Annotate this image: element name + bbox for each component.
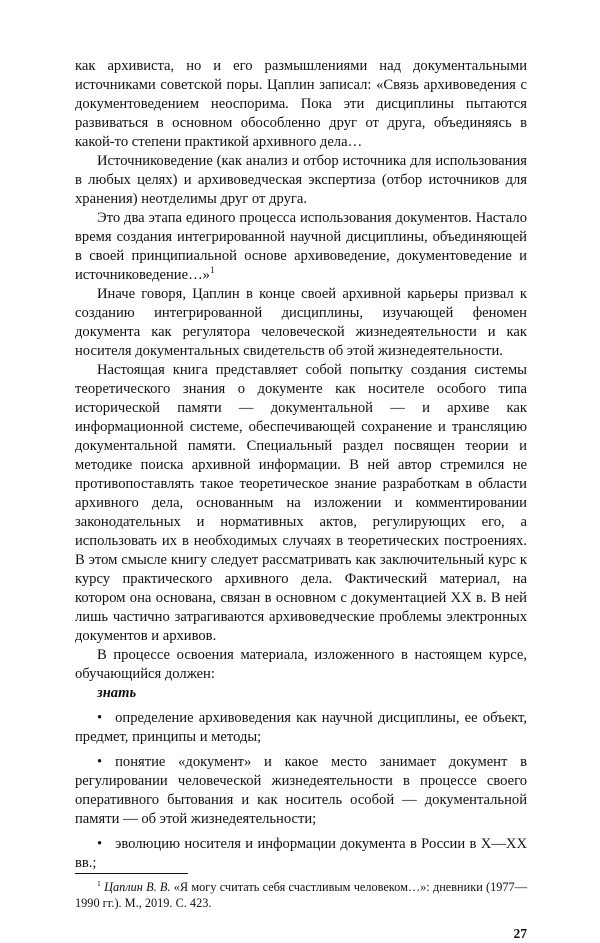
footnote-marker: 1 [97, 878, 101, 888]
page-footer [75, 873, 527, 943]
list-item [75, 835, 527, 873]
paragraph: Источниковедение (как анализ и отбор источника для использования в любых целях) и архивоведческая экспертиза (отбор источников для хранения) неотделимы друг от друга. [75, 153, 527, 207]
know-heading [75, 684, 527, 703]
list-item-text: определение архивоведения как научной дисциплины, ее объект, предмет, принципы и методы; [75, 710, 527, 745]
page-number-row [75, 925, 527, 943]
paragraph-text: Это два этапа единого процесса использования документов. Настало время создания интегрированной научной дисциплины, объединяющей в своей принципиальной основе архивоведение, документоведение и источниковедение…» [75, 210, 527, 283]
list-item-text: понятие «документ» и какое место занимает документ в регулировании человеческой жизнедеятельности в процессе своего оперативного бытования и как носитель особой — документальной памяти — об этой жизнедеятельности; [75, 754, 527, 827]
page-body-text [75, 57, 527, 873]
footnote [75, 879, 527, 911]
footnote-divider [75, 873, 188, 874]
footnote-author: Цаплин В. В. [104, 880, 171, 894]
list-item [75, 753, 527, 829]
paragraph: Настоящая книга представляет собой попытку создания системы теоретического знания о документе как носителе особого типа исторической памяти — документальной — и архиве как информационной системе, обеспечивающей сохранение и трансляцию документальной памяти. Специальный раздел посвящен теории и методике поиска архивной информации. В ней автор стремился не противопоставлять такое теоретическое знание разработкам в области архивного дела, основанным на изложении и комментировании законодательных и нормативных актов, регулирующих его, а использовать их в необходимых случаях в теоретических построениях. В этом смысле книгу следует рассматривать как заключительный курс к курсу практического архивного дела. Фактический материал, на котором она основана, связан в основном с документацией XX в. В ней лишь частично затрагиваются архивоведческие проблемы электронных документов и архивов. [75, 362, 527, 644]
paragraph: В процессе освоения материала, изложенного в настоящем курсе, обучающийся должен: [75, 647, 527, 682]
bullet-icon: • [97, 710, 103, 726]
paragraph [75, 209, 527, 285]
list-item [75, 709, 527, 747]
paragraph: Иначе говоря, Цаплин в конце своей архивной карьеры призвал к созданию интегрированной дисциплины, изучающей феномен документа как регулятора человеческой жизнедеятельности и как носителя документальных свидетельств об этой жизнедеятельности. [75, 286, 527, 359]
list-item-text: эволюцию носителя и информации документа в России в X—XX вв.; [75, 836, 527, 871]
know-label: знать [97, 685, 137, 701]
bullet-icon: • [97, 836, 103, 852]
paragraph: как архивиста, но и его размышлениями над документальными источниками советской поры. Цаплин записал: «Связь архивоведения с документоведением неоспорима. Пока эти дисциплины пытаются развиваться в основном обособленно друг от друга, объединяясь в какой-то степени практикой архивного дела… [75, 58, 527, 150]
footnote-text: «Я могу считать себя счастливым человеком…»: дневники (1977—1990 гг.). М., 2019. С. 423. [75, 880, 528, 910]
footnote-reference: 1 [209, 265, 215, 276]
bullet-icon: • [97, 754, 103, 770]
page-number: 27 [513, 926, 527, 941]
